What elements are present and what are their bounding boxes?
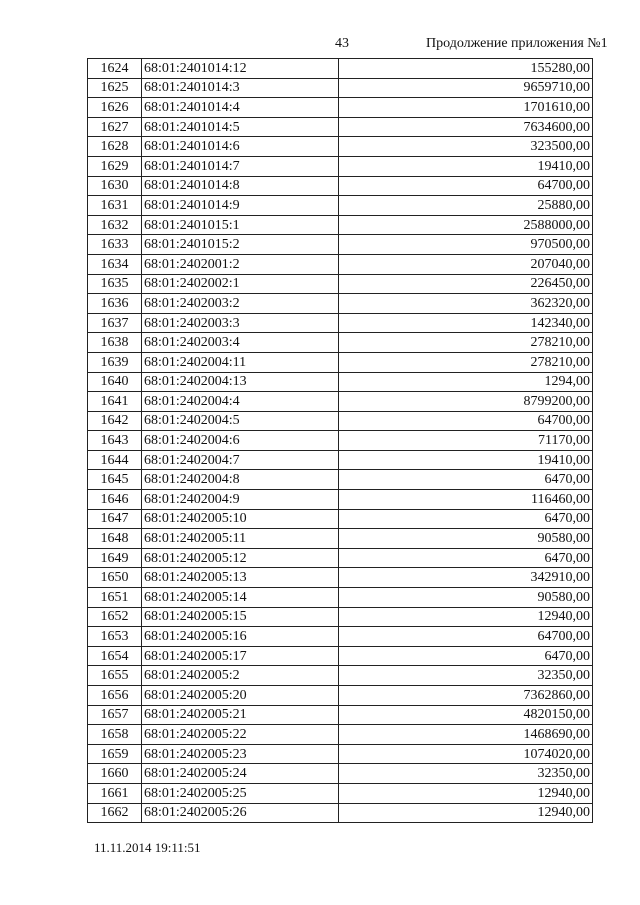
table-row xyxy=(88,607,593,627)
cadastral-value-cell: 25880,00 xyxy=(339,196,593,216)
cadastral-value-cell: 970500,00 xyxy=(339,235,593,255)
row-number-cell: 1626 xyxy=(88,98,142,118)
table-row xyxy=(88,725,593,745)
cadastral-number-cell: 68:01:2402005:21 xyxy=(142,705,339,725)
cadastral-number-cell: 68:01:2402003:2 xyxy=(142,294,339,314)
table-row xyxy=(88,215,593,235)
cadastral-number-cell: 68:01:2401014:3 xyxy=(142,78,339,98)
cadastral-value-cell: 6470,00 xyxy=(339,548,593,568)
cadastral-value-cell: 155280,00 xyxy=(339,59,593,79)
cadastral-number-cell: 68:01:2402005:17 xyxy=(142,646,339,666)
row-number-cell: 1648 xyxy=(88,529,142,549)
row-number-cell: 1655 xyxy=(88,666,142,686)
table-row xyxy=(88,98,593,118)
table-body xyxy=(88,59,593,823)
table-row xyxy=(88,392,593,412)
table-row xyxy=(88,588,593,608)
table-row xyxy=(88,548,593,568)
cadastral-number-cell: 68:01:2402004:6 xyxy=(142,431,339,451)
row-number-cell: 1631 xyxy=(88,196,142,216)
cadastral-value-cell: 32350,00 xyxy=(339,764,593,784)
cadastral-number-cell: 68:01:2402004:4 xyxy=(142,392,339,412)
cadastral-number-cell: 68:01:2402005:14 xyxy=(142,588,339,608)
cadastral-number-cell: 68:01:2402004:7 xyxy=(142,450,339,470)
cadastral-value-cell: 1701610,00 xyxy=(339,98,593,118)
cadastral-number-cell: 68:01:2402003:3 xyxy=(142,313,339,333)
table-row xyxy=(88,254,593,274)
row-number-cell: 1660 xyxy=(88,764,142,784)
cadastral-number-cell: 68:01:2401014:7 xyxy=(142,156,339,176)
table-row xyxy=(88,686,593,706)
row-number-cell: 1638 xyxy=(88,333,142,353)
table-row xyxy=(88,568,593,588)
cadastral-number-cell: 68:01:2402005:25 xyxy=(142,783,339,803)
table-row xyxy=(88,235,593,255)
cadastral-value-cell: 323500,00 xyxy=(339,137,593,157)
cadastral-value-cell: 90580,00 xyxy=(339,588,593,608)
cadastral-value-cell: 6470,00 xyxy=(339,646,593,666)
page-number: 43 xyxy=(335,36,349,51)
cadastral-number-cell: 68:01:2402005:23 xyxy=(142,744,339,764)
table-row xyxy=(88,59,593,79)
cadastral-value-cell: 7362860,00 xyxy=(339,686,593,706)
cadastral-number-cell: 68:01:2402005:13 xyxy=(142,568,339,588)
row-number-cell: 1659 xyxy=(88,744,142,764)
cadastral-number-cell: 68:01:2402005:11 xyxy=(142,529,339,549)
table-row xyxy=(88,431,593,451)
table-row xyxy=(88,196,593,216)
row-number-cell: 1630 xyxy=(88,176,142,196)
cadastral-number-cell: 68:01:2402004:13 xyxy=(142,372,339,392)
cadastral-number-cell: 68:01:2402002:1 xyxy=(142,274,339,294)
cadastral-value-cell: 9659710,00 xyxy=(339,78,593,98)
cadastral-value-cell: 64700,00 xyxy=(339,176,593,196)
cadastral-number-cell: 68:01:2402005:20 xyxy=(142,686,339,706)
cadastral-number-cell: 68:01:2402005:15 xyxy=(142,607,339,627)
row-number-cell: 1629 xyxy=(88,156,142,176)
cadastral-number-cell: 68:01:2402005:2 xyxy=(142,666,339,686)
row-number-cell: 1644 xyxy=(88,450,142,470)
cadastral-value-cell: 90580,00 xyxy=(339,529,593,549)
row-number-cell: 1651 xyxy=(88,588,142,608)
cadastral-value-cell: 342910,00 xyxy=(339,568,593,588)
row-number-cell: 1632 xyxy=(88,215,142,235)
print-timestamp: 11.11.2014 19:11:51 xyxy=(94,840,201,855)
appendix-continuation-label: Продолжение приложения №1 xyxy=(426,36,608,51)
cadastral-number-cell: 68:01:2401014:12 xyxy=(142,59,339,79)
cadastral-value-cell: 362320,00 xyxy=(339,294,593,314)
row-number-cell: 1625 xyxy=(88,78,142,98)
cadastral-number-cell: 68:01:2401014:5 xyxy=(142,117,339,137)
cadastral-number-cell: 68:01:2402001:2 xyxy=(142,254,339,274)
table-row xyxy=(88,352,593,372)
row-number-cell: 1647 xyxy=(88,509,142,529)
table-row xyxy=(88,764,593,784)
table-row xyxy=(88,705,593,725)
table-row xyxy=(88,176,593,196)
cadastral-value-cell: 278210,00 xyxy=(339,352,593,372)
table-row xyxy=(88,117,593,137)
row-number-cell: 1628 xyxy=(88,137,142,157)
cadastral-value-cell: 64700,00 xyxy=(339,411,593,431)
cadastral-value-cell: 278210,00 xyxy=(339,333,593,353)
cadastral-number-cell: 68:01:2402004:9 xyxy=(142,490,339,510)
cadastral-value-cell: 19410,00 xyxy=(339,450,593,470)
cadastral-number-cell: 68:01:2402005:10 xyxy=(142,509,339,529)
table-row xyxy=(88,156,593,176)
cadastral-value-cell: 1468690,00 xyxy=(339,725,593,745)
cadastral-value-cell: 207040,00 xyxy=(339,254,593,274)
row-number-cell: 1636 xyxy=(88,294,142,314)
table-row xyxy=(88,490,593,510)
table-row xyxy=(88,627,593,647)
cadastral-value-cell: 226450,00 xyxy=(339,274,593,294)
row-number-cell: 1653 xyxy=(88,627,142,647)
table-row xyxy=(88,783,593,803)
cadastral-value-cell: 8799200,00 xyxy=(339,392,593,412)
row-number-cell: 1641 xyxy=(88,392,142,412)
table-row xyxy=(88,803,593,823)
cadastral-number-cell: 68:01:2402004:8 xyxy=(142,470,339,490)
row-number-cell: 1643 xyxy=(88,431,142,451)
cadastral-value-cell: 19410,00 xyxy=(339,156,593,176)
table-row xyxy=(88,470,593,490)
cadastral-value-table xyxy=(87,58,593,823)
cadastral-value-cell: 4820150,00 xyxy=(339,705,593,725)
cadastral-number-cell: 68:01:2402003:4 xyxy=(142,333,339,353)
cadastral-value-cell: 64700,00 xyxy=(339,627,593,647)
row-number-cell: 1649 xyxy=(88,548,142,568)
row-number-cell: 1661 xyxy=(88,783,142,803)
cadastral-number-cell: 68:01:2402004:11 xyxy=(142,352,339,372)
cadastral-number-cell: 68:01:2402005:22 xyxy=(142,725,339,745)
table-row xyxy=(88,274,593,294)
row-number-cell: 1634 xyxy=(88,254,142,274)
row-number-cell: 1637 xyxy=(88,313,142,333)
table-row xyxy=(88,333,593,353)
cadastral-value-cell: 12940,00 xyxy=(339,783,593,803)
row-number-cell: 1652 xyxy=(88,607,142,627)
cadastral-value-cell: 12940,00 xyxy=(339,607,593,627)
row-number-cell: 1635 xyxy=(88,274,142,294)
row-number-cell: 1662 xyxy=(88,803,142,823)
cadastral-number-cell: 68:01:2402004:5 xyxy=(142,411,339,431)
row-number-cell: 1624 xyxy=(88,59,142,79)
row-number-cell: 1639 xyxy=(88,352,142,372)
table-row xyxy=(88,294,593,314)
cadastral-value-cell: 7634600,00 xyxy=(339,117,593,137)
row-number-cell: 1646 xyxy=(88,490,142,510)
cadastral-value-cell: 1074020,00 xyxy=(339,744,593,764)
cadastral-value-cell: 12940,00 xyxy=(339,803,593,823)
row-number-cell: 1645 xyxy=(88,470,142,490)
row-number-cell: 1658 xyxy=(88,725,142,745)
table-row xyxy=(88,744,593,764)
cadastral-number-cell: 68:01:2402005:16 xyxy=(142,627,339,647)
cadastral-value-cell: 142340,00 xyxy=(339,313,593,333)
table-row xyxy=(88,666,593,686)
row-number-cell: 1657 xyxy=(88,705,142,725)
row-number-cell: 1650 xyxy=(88,568,142,588)
table-row xyxy=(88,372,593,392)
table-row xyxy=(88,411,593,431)
cadastral-value-cell: 32350,00 xyxy=(339,666,593,686)
cadastral-number-cell: 68:01:2402005:12 xyxy=(142,548,339,568)
cadastral-number-cell: 68:01:2401014:8 xyxy=(142,176,339,196)
cadastral-value-cell: 2588000,00 xyxy=(339,215,593,235)
table-row xyxy=(88,450,593,470)
table-row xyxy=(88,646,593,666)
row-number-cell: 1633 xyxy=(88,235,142,255)
cadastral-number-cell: 68:01:2402005:26 xyxy=(142,803,339,823)
row-number-cell: 1640 xyxy=(88,372,142,392)
table-row xyxy=(88,313,593,333)
table-row xyxy=(88,137,593,157)
cadastral-value-cell: 6470,00 xyxy=(339,509,593,529)
table-row xyxy=(88,78,593,98)
table-row xyxy=(88,529,593,549)
cadastral-number-cell: 68:01:2401015:2 xyxy=(142,235,339,255)
cadastral-number-cell: 68:01:2401014:9 xyxy=(142,196,339,216)
cadastral-number-cell: 68:01:2401015:1 xyxy=(142,215,339,235)
row-number-cell: 1656 xyxy=(88,686,142,706)
cadastral-value-cell: 6470,00 xyxy=(339,470,593,490)
cadastral-value-cell: 71170,00 xyxy=(339,431,593,451)
cadastral-number-cell: 68:01:2402005:24 xyxy=(142,764,339,784)
cadastral-number-cell: 68:01:2401014:4 xyxy=(142,98,339,118)
cadastral-value-cell: 1294,00 xyxy=(339,372,593,392)
row-number-cell: 1627 xyxy=(88,117,142,137)
row-number-cell: 1654 xyxy=(88,646,142,666)
cadastral-number-cell: 68:01:2401014:6 xyxy=(142,137,339,157)
row-number-cell: 1642 xyxy=(88,411,142,431)
cadastral-value-cell: 116460,00 xyxy=(339,490,593,510)
table-row xyxy=(88,509,593,529)
